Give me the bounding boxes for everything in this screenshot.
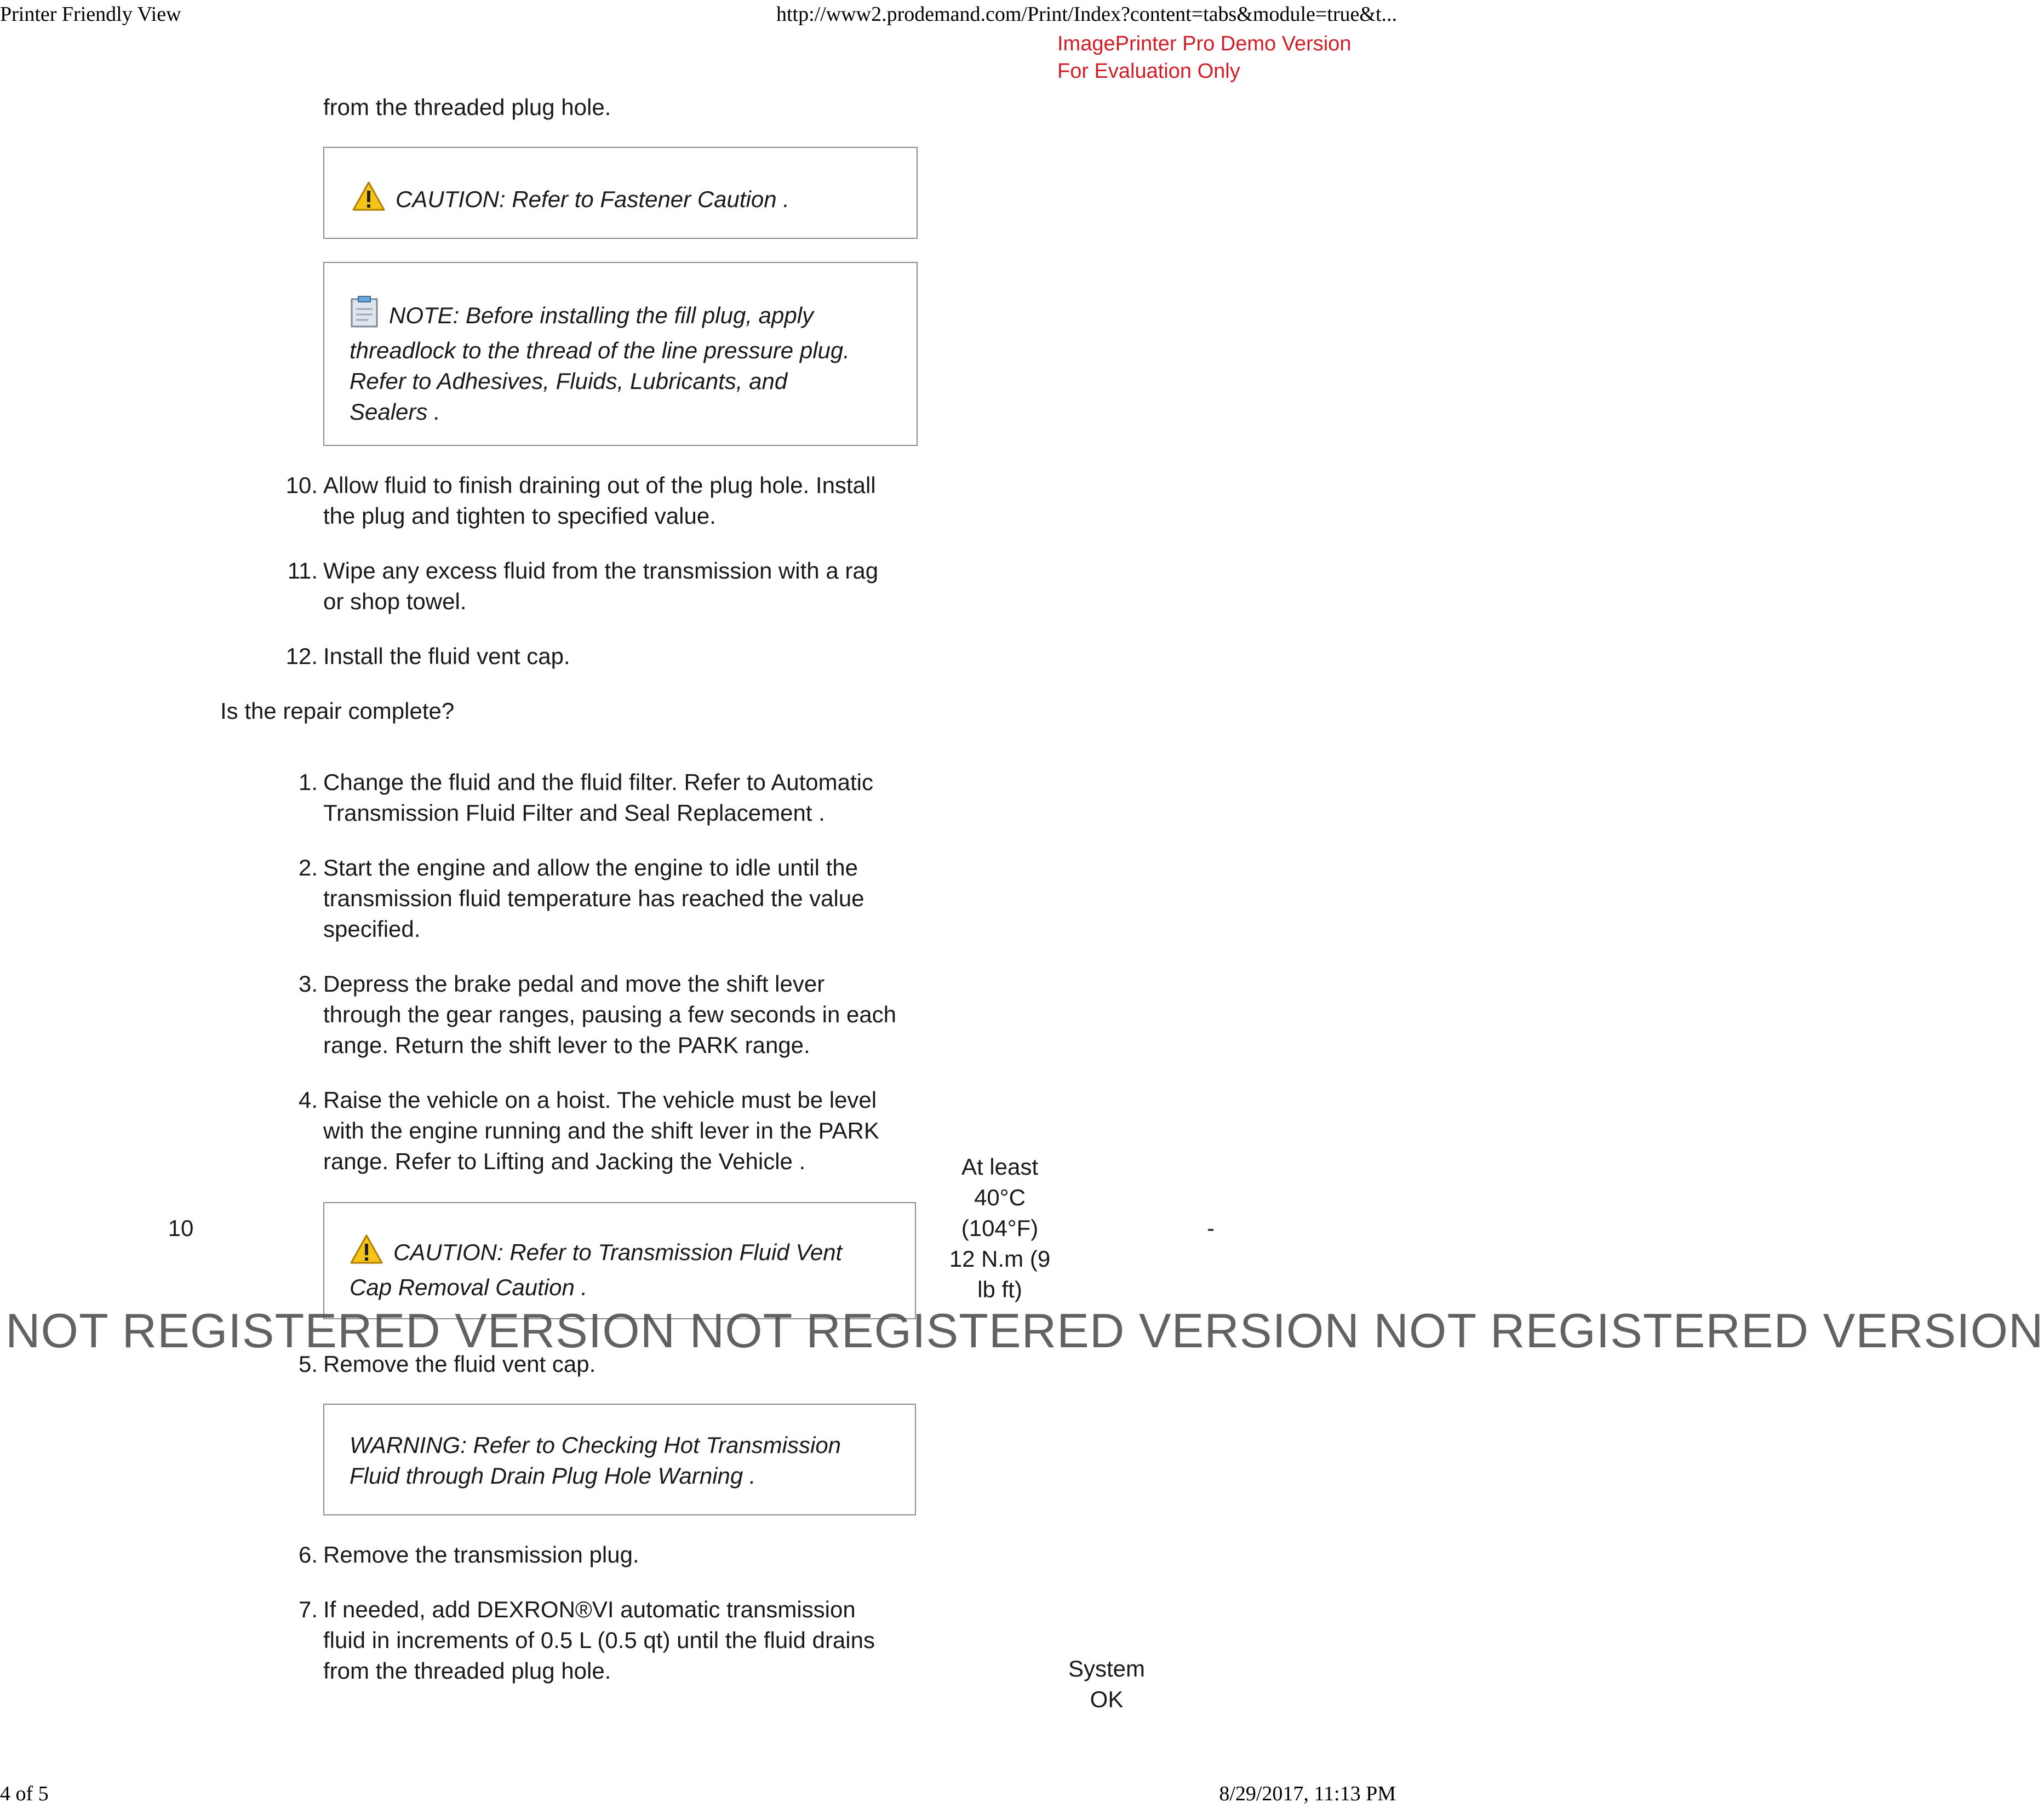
step-line: Wipe any excess fluid from the transmission with a rag	[323, 558, 879, 583]
warning-line: Fluid through Drain Plug Hole Warning .	[350, 1463, 756, 1489]
result-line: System	[1068, 1656, 1146, 1681]
step-line: range. Return the shift lever to the PARK range.	[323, 1032, 810, 1058]
evaluation-notice	[1057, 30, 1351, 85]
result-line: OK	[1090, 1686, 1124, 1712]
page-number: 4 of 5	[0, 1782, 49, 1805]
step-number: 4.	[298, 1087, 318, 1113]
step-line: through the gear ranges, pausing a few seconds in each	[323, 1002, 897, 1027]
step-line: fluid in increments of 0.5 L (0.5 qt) until the fluid drains	[323, 1627, 875, 1653]
step-line: transmission fluid temperature has reached the value	[323, 885, 864, 911]
step-line: If needed, add DEXRON®VI automatic transmission	[323, 1597, 856, 1622]
step-number: 2.	[298, 855, 318, 880]
step-line: Transmission Fluid Filter and Seal Replacement .	[323, 800, 825, 826]
step-line: Depress the brake pedal and move the shift lever	[323, 971, 825, 997]
step-line: with the engine running and the shift lever in the PARK	[323, 1118, 879, 1143]
specified-value-cell	[931, 1152, 1068, 1305]
evaluation-notice-line1: ImagePrinter Pro Demo Version	[1057, 32, 1352, 55]
warning-line: WARNING: Refer to Checking Hot Transmission	[350, 1432, 841, 1458]
warning-box-hot-fluid	[323, 1404, 916, 1515]
step-line: Install the fluid vent cap.	[323, 643, 570, 669]
step-number: 1.	[298, 769, 318, 795]
caution-line: Cap Removal Caution .	[350, 1274, 588, 1300]
step-number: 11.	[287, 558, 318, 583]
caution-box-fastener	[323, 147, 918, 239]
caution-line: CAUTION: Refer to Transmission Fluid Vent	[393, 1239, 843, 1265]
caution-warning-icon	[352, 181, 386, 219]
step-line: Remove the transmission plug.	[323, 1542, 639, 1567]
step-number: 7.	[298, 1597, 318, 1622]
print-header-title: Printer Friendly View	[0, 3, 181, 26]
step-line: Start the engine and allow the engine to idle until the	[323, 855, 858, 880]
step-line: range. Refer to Lifting and Jacking the Vehicle .	[323, 1148, 806, 1174]
note-clipboard-icon	[350, 296, 379, 335]
unregistered-watermark: NOT REGISTERED VERSION NOT REGISTERED VERSION NOT REGISTERED VERSION	[5, 1303, 2044, 1358]
step-number: 10.	[285, 472, 318, 498]
note-box-threadlock	[323, 262, 918, 446]
caution-text: CAUTION: Refer to Fastener Caution .	[396, 186, 789, 212]
step-number: 3.	[298, 971, 318, 997]
step-number: 6.	[298, 1542, 318, 1567]
note-line: Sealers .	[350, 399, 440, 425]
caution-box-vent-cap	[323, 1202, 916, 1319]
table-dash-cell: -	[1207, 1215, 1215, 1241]
note-line: Refer to Adhesives, Fluids, Lubricants, and	[350, 368, 788, 394]
step-line: Change the fluid and the fluid filter. Refer to Automatic	[323, 769, 873, 795]
value-line: 40°C	[974, 1185, 1026, 1210]
note-line: threadlock to the thread of the line pressure plug.	[350, 337, 850, 363]
step-line: the plug and tighten to specified value.	[323, 503, 716, 529]
evaluation-notice-line2: For Evaluation Only	[1057, 60, 1240, 83]
step-line: specified.	[323, 916, 421, 942]
print-datetime: 8/29/2017, 11:13 PM	[1219, 1782, 1396, 1805]
value-line: At least	[961, 1154, 1039, 1180]
step-number: 5.	[298, 1351, 318, 1377]
value-line: 12 N.m (9	[949, 1246, 1051, 1272]
print-header-url: http://www2.prodemand.com/Print/Index?content=tabs&module=true&t...	[776, 3, 1397, 26]
step-line: Remove the fluid vent cap.	[323, 1351, 596, 1377]
value-line: (104°F)	[961, 1215, 1039, 1241]
caution-warning-icon	[350, 1234, 383, 1272]
step-line: Allow fluid to finish draining out of the plug hole. Install	[323, 472, 876, 498]
repair-complete-question: Is the repair complete?	[220, 698, 455, 724]
step-line: or shop towel.	[323, 588, 467, 614]
value-line: lb ft)	[977, 1277, 1022, 1302]
step-line: from the threaded plug hole.	[323, 1658, 611, 1684]
step-line: Raise the vehicle on a hoist. The vehicle must be level	[323, 1087, 877, 1113]
note-line: NOTE: Before installing the fill plug, apply	[389, 302, 814, 328]
table-row-number: 10	[168, 1215, 194, 1241]
continued-text: from the threaded plug hole.	[323, 94, 611, 120]
result-cell	[1052, 1653, 1161, 1715]
step-number: 12.	[285, 643, 318, 669]
